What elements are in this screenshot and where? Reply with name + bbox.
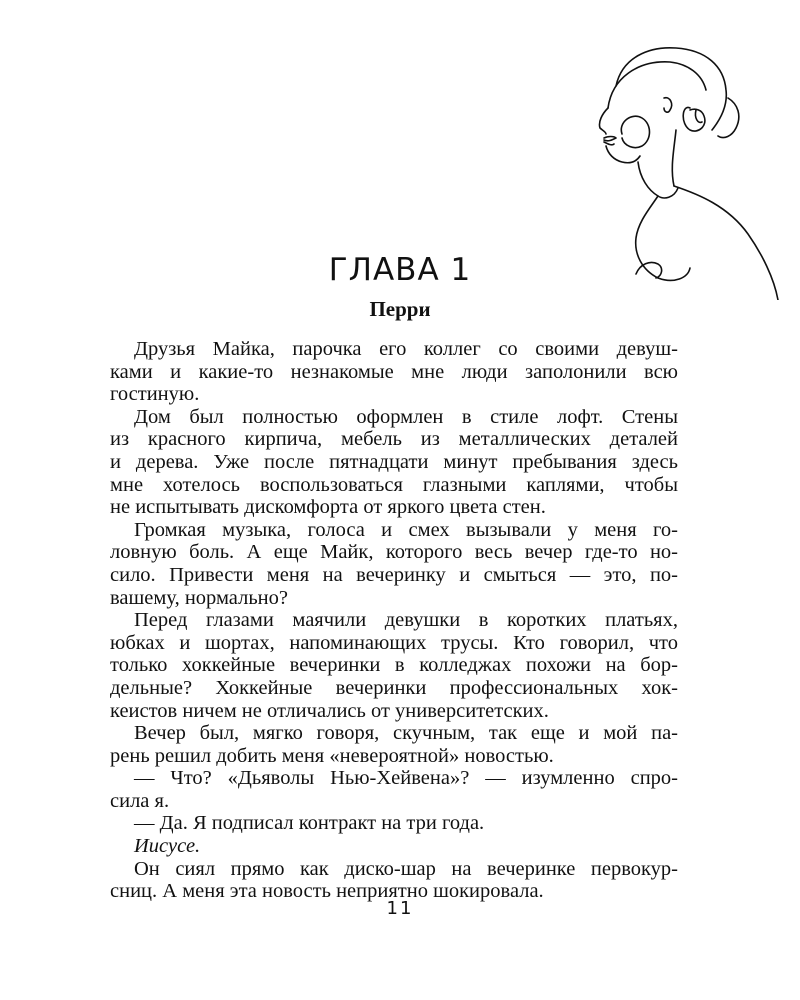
text-line: гостиную. (110, 383, 200, 406)
text-line: Иисусе. (134, 835, 201, 858)
text-line: не испытывать дискомфорта от яркого цвета стен. (110, 496, 546, 519)
chapter-body-text (110, 338, 678, 903)
text-line: ловную боль. А еще Майк, которого весь вечер где-то но- (110, 541, 678, 564)
text-line: — Что? «Дьяволы Нью-Хейвена»? — изумленно спро- (134, 767, 678, 790)
text-line: сило. Привести меня на вечеринку и смыться — это, по- (110, 563, 678, 586)
text-line: дельные? Хоккейные вечеринки профессиональных хок- (110, 676, 678, 699)
text-line: сила я. (110, 789, 170, 812)
text-line: ками и какие-то незнакомые мне люди заполонили всю (110, 360, 678, 383)
text-line: мне хотелось воспользоваться глазными каплями, чтобы (110, 473, 678, 496)
text-line: Перед глазами маячили девушки в коротких платьях, (134, 609, 678, 632)
text-line: Вечер был, мягко говоря, скучным, так еще и мой па- (134, 722, 678, 745)
page-number: 11 (386, 898, 414, 919)
chapter-subtitle: Перри (369, 297, 431, 321)
text-line: рень решил добить меня «невероятной» новостью. (110, 744, 554, 767)
text-line: кеистов ничем не отличались от университетских. (110, 699, 549, 722)
text-line: вашему, нормально? (110, 586, 288, 609)
chapter-title: ГЛАВА 1 (328, 252, 472, 288)
text-line: сниц. А меня эта новость неприятно шокировала. (110, 880, 544, 903)
text-line: Он сиял прямо как диско-шар на вечеринке первокур- (134, 857, 678, 880)
text-line: Дом был полностью оформлен в стиле лофт. Стены (134, 405, 678, 428)
text-line: только хоккейные вечеринки в колледжах похожи на бор- (110, 654, 678, 677)
text-line: — Да. Я подписал контракт на три года. (134, 812, 485, 835)
text-line: Друзья Майка, парочка его коллег со своими девуш- (134, 338, 678, 360)
text-line: и дерева. Уже после пятнадцати минут пребывания здесь (110, 450, 678, 473)
text-line: из красного кирпича, мебель из металлических деталей (110, 428, 678, 451)
text-line: юбках и шортах, напоминающих трусы. Кто говорил, что (110, 631, 678, 654)
text-line: Громкая музыка, голоса и смех вызывали у меня го- (134, 518, 678, 541)
